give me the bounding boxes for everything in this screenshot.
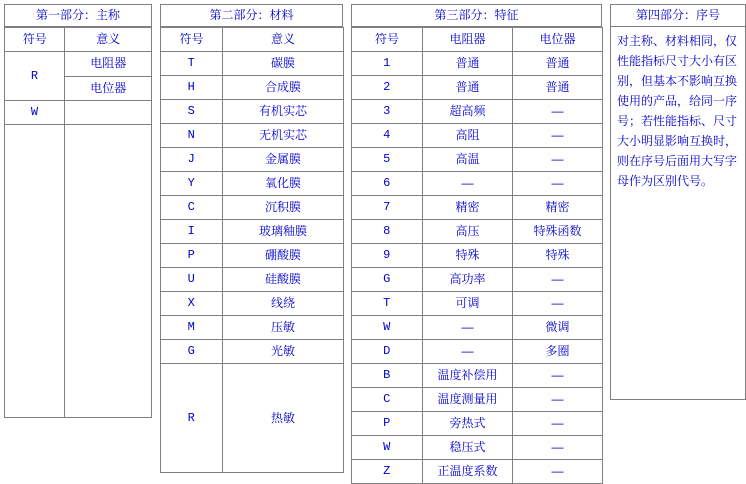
part3-symbol: 9 — [352, 244, 423, 268]
spacer-3 — [602, 4, 610, 484]
part1-meaning-resistor: 电阻器 — [65, 52, 152, 77]
part3-symbol: G — [352, 268, 423, 292]
table-row — [161, 220, 344, 244]
table-row — [161, 76, 344, 100]
table-row — [161, 52, 344, 76]
table-row — [352, 436, 603, 460]
part3-resistor: 超高频 — [423, 100, 513, 124]
part4-note: 对主称、材料相同，仅性能指标尺寸大小有区别，但基本不影响互换使用的产品，给同一序号；若性能指标、尺寸大小明显影响互换时，则在序号后面用大写字母作为区别代号。 — [610, 27, 746, 400]
part1-symbol-w: W — [5, 101, 65, 125]
part2-block — [160, 4, 343, 484]
table-row — [352, 220, 603, 244]
table-row — [352, 340, 603, 364]
table-row — [352, 364, 603, 388]
part3-symbol: B — [352, 364, 423, 388]
part3-resistor: — — [423, 340, 513, 364]
part2-meaning: 线绕 — [223, 292, 344, 316]
part3-potentiometer: — — [513, 124, 603, 148]
part1-empty — [65, 101, 152, 125]
part1-meaning-potentiometer: 电位器 — [65, 76, 152, 101]
table-row — [352, 316, 603, 340]
table-row — [5, 52, 152, 77]
part3-potentiometer: — — [513, 412, 603, 436]
table-row — [352, 244, 603, 268]
table-row — [161, 340, 344, 364]
part2-meaning: 有机实芯 — [223, 100, 344, 124]
part3-resistor: 普通 — [423, 76, 513, 100]
part1-header-symbol: 符号 — [5, 28, 65, 52]
table-row — [5, 101, 152, 125]
part2-title: 第二部分：材料 — [160, 4, 343, 27]
part2-symbol: X — [161, 292, 223, 316]
table-row — [352, 460, 603, 484]
table-row — [352, 292, 603, 316]
part2-symbol: G — [161, 340, 223, 364]
part3-title: 第三部分：特征 — [351, 4, 602, 27]
part2-meaning: 金属膜 — [223, 148, 344, 172]
table-row — [352, 76, 603, 100]
part2-symbol: R — [161, 364, 223, 473]
table-row — [161, 196, 344, 220]
part1-block — [4, 4, 152, 484]
part3-potentiometer: 特殊 — [513, 244, 603, 268]
part2-symbol: J — [161, 148, 223, 172]
part1-title: 第一部分：主称 — [4, 4, 152, 27]
part2-meaning: 压敏 — [223, 316, 344, 340]
table-row — [161, 244, 344, 268]
resistor-code-table-sheet — [0, 4, 746, 478]
table-row — [352, 148, 603, 172]
spacer-1 — [152, 4, 160, 484]
part1-symbol-r: R — [5, 52, 65, 101]
part3-potentiometer: — — [513, 268, 603, 292]
table-row — [352, 388, 603, 412]
part3-resistor: 稳压式 — [423, 436, 513, 460]
part3-resistor: 高功率 — [423, 268, 513, 292]
table-row — [161, 148, 344, 172]
part3-resistor: 精密 — [423, 196, 513, 220]
part4-title: 第四部分：序号 — [610, 4, 746, 27]
part3-header-potentiometer: 电位器 — [513, 28, 603, 52]
part2-symbol: N — [161, 124, 223, 148]
table-row — [352, 100, 603, 124]
part3-potentiometer: — — [513, 292, 603, 316]
table-row — [352, 412, 603, 436]
part2-symbol: U — [161, 268, 223, 292]
part2-meaning: 硅酸膜 — [223, 268, 344, 292]
part2-symbol: C — [161, 196, 223, 220]
part3-symbol: T — [352, 292, 423, 316]
layout-table — [4, 4, 746, 484]
part3-symbol: 5 — [352, 148, 423, 172]
part2-symbol: T — [161, 52, 223, 76]
part1-header-row — [5, 28, 152, 52]
part2-header-meaning: 意义 — [223, 28, 344, 52]
part2-table — [160, 27, 344, 473]
part3-symbol: 1 — [352, 52, 423, 76]
part2-symbol: S — [161, 100, 223, 124]
table-row — [352, 52, 603, 76]
part3-resistor: 温度测量用 — [423, 388, 513, 412]
part2-symbol: P — [161, 244, 223, 268]
part1-header-meaning: 意义 — [65, 28, 152, 52]
part3-symbol: P — [352, 412, 423, 436]
table-row — [5, 125, 152, 418]
part3-potentiometer: — — [513, 148, 603, 172]
part3-resistor: 温度补偿用 — [423, 364, 513, 388]
part2-meaning: 沉积膜 — [223, 196, 344, 220]
part2-meaning: 氧化膜 — [223, 172, 344, 196]
table-row — [352, 196, 603, 220]
part3-potentiometer: 多圈 — [513, 340, 603, 364]
part2-symbol: I — [161, 220, 223, 244]
part2-header-symbol: 符号 — [161, 28, 223, 52]
part3-symbol: 2 — [352, 76, 423, 100]
part2-header-row — [161, 28, 344, 52]
part3-symbol: W — [352, 316, 423, 340]
table-row — [161, 292, 344, 316]
part3-resistor: — — [423, 316, 513, 340]
part2-meaning: 合成膜 — [223, 76, 344, 100]
part3-resistor: 普通 — [423, 52, 513, 76]
part2-meaning: 硼酸膜 — [223, 244, 344, 268]
part2-meaning: 碳膜 — [223, 52, 344, 76]
part3-header-resistor: 电阻器 — [423, 28, 513, 52]
part3-header-symbol: 符号 — [352, 28, 423, 52]
table-row — [161, 268, 344, 292]
part3-potentiometer: 普通 — [513, 52, 603, 76]
part3-symbol: W — [352, 436, 423, 460]
part3-potentiometer: — — [513, 436, 603, 460]
part3-header-row — [352, 28, 603, 52]
part3-potentiometer: — — [513, 172, 603, 196]
part3-symbol: 6 — [352, 172, 423, 196]
table-row — [161, 172, 344, 196]
part3-symbol: 4 — [352, 124, 423, 148]
part2-meaning: 无机实芯 — [223, 124, 344, 148]
part3-potentiometer: 精密 — [513, 196, 603, 220]
table-row — [352, 172, 603, 196]
part3-symbol: 8 — [352, 220, 423, 244]
part2-symbol: H — [161, 76, 223, 100]
part1-table — [4, 27, 152, 418]
table-row — [161, 124, 344, 148]
table-row — [161, 100, 344, 124]
part3-resistor: 可调 — [423, 292, 513, 316]
part1-filler-right — [65, 125, 152, 418]
part3-resistor: 正温度系数 — [423, 460, 513, 484]
part3-potentiometer: 微调 — [513, 316, 603, 340]
part3-potentiometer: — — [513, 100, 603, 124]
part2-meaning: 光敏 — [223, 340, 344, 364]
table-row — [161, 316, 344, 340]
part4-block — [610, 4, 746, 484]
spacer-2 — [343, 4, 351, 484]
part1-filler-left — [5, 125, 65, 418]
table-row — [352, 268, 603, 292]
part3-resistor: 特殊 — [423, 244, 513, 268]
part3-resistor: 高压 — [423, 220, 513, 244]
part3-potentiometer: — — [513, 460, 603, 484]
part3-potentiometer: 普通 — [513, 76, 603, 100]
part3-resistor: 高温 — [423, 148, 513, 172]
part3-resistor: 高阻 — [423, 124, 513, 148]
part3-table — [351, 27, 603, 484]
part2-meaning: 玻璃釉膜 — [223, 220, 344, 244]
part2-symbol: M — [161, 316, 223, 340]
part3-symbol: Z — [352, 460, 423, 484]
part2-meaning: 热敏 — [223, 364, 344, 473]
part3-resistor: — — [423, 172, 513, 196]
part3-block — [351, 4, 602, 484]
part3-potentiometer: — — [513, 388, 603, 412]
part3-symbol: 7 — [352, 196, 423, 220]
part3-resistor: 旁热式 — [423, 412, 513, 436]
part3-potentiometer: — — [513, 364, 603, 388]
part3-symbol: C — [352, 388, 423, 412]
table-row — [161, 364, 344, 473]
table-row — [352, 124, 603, 148]
part3-potentiometer: 特殊函数 — [513, 220, 603, 244]
part3-symbol: D — [352, 340, 423, 364]
part2-symbol: Y — [161, 172, 223, 196]
part3-symbol: 3 — [352, 100, 423, 124]
